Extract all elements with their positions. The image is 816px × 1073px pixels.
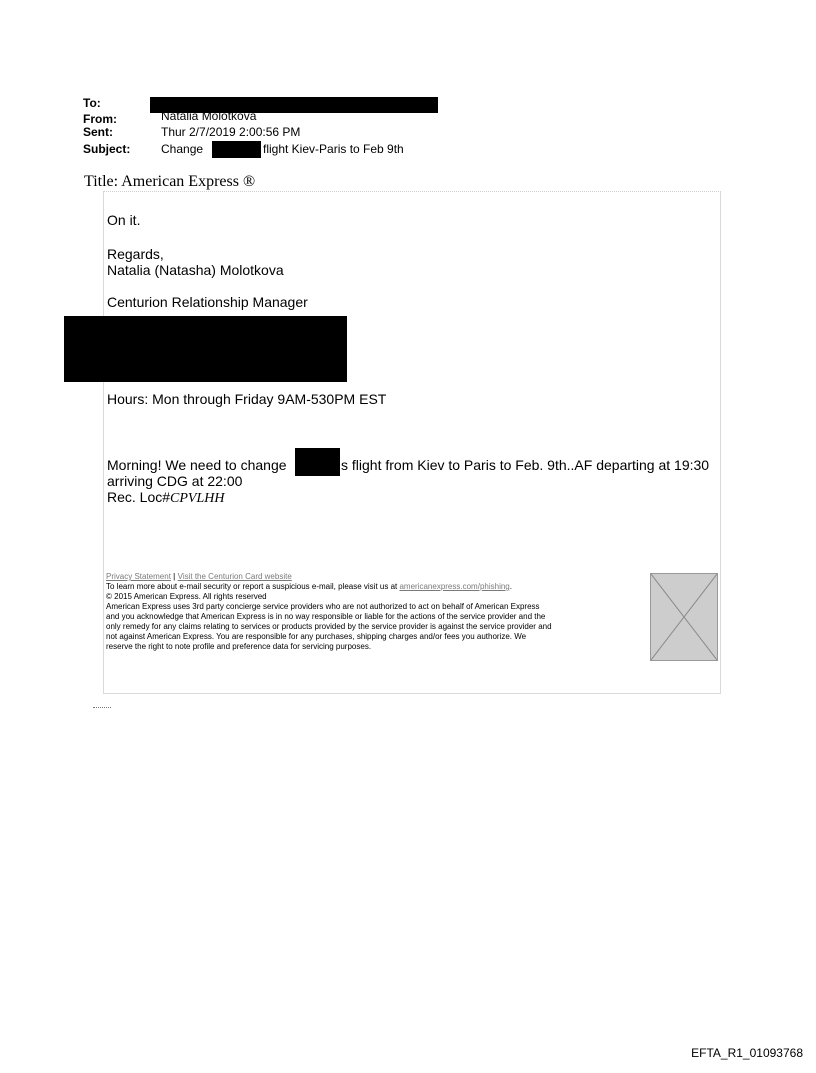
from-label: From: — [83, 112, 117, 126]
rec-loc-label: Rec. Loc# — [107, 489, 171, 505]
from-value: Natalia Molotkova — [161, 109, 257, 123]
centurion-website-link[interactable]: Visit the Centurion Card website — [177, 572, 292, 581]
request-end: s flight from Kiev to Paris to Feb. 9th..AF departing at 19:30 — [341, 457, 710, 473]
disclaimer-line-1: American Express uses 3rd party concierge service providers who are not authorized to act on behalf of American Express — [106, 602, 540, 611]
redaction-signature — [64, 316, 347, 382]
rec-loc — [107, 489, 225, 507]
broken-image-icon — [650, 573, 718, 661]
footer-security: To learn more about e-mail security or report a suspicious e-mail, please visit us at americanexpress.com/phishing. — [106, 582, 512, 591]
hours-text: Hours: Mon through Friday 9AM-530PM EST — [107, 391, 387, 407]
document-title: Title: American Express ® — [84, 173, 256, 190]
disclaimer-line-2: and you acknowledge that American Express is in no way responsible or liable for the actions of the service provider and the — [106, 612, 546, 621]
rec-loc-value: CPVLHH — [170, 491, 225, 506]
request-line2: arriving CDG at 22:00 — [107, 473, 243, 489]
redaction-subject — [212, 141, 261, 158]
dotted-divider — [93, 707, 111, 709]
disclaimer-line-5: reserve the right to note profile and preference data for servicing purposes. — [106, 642, 372, 651]
phishing-link[interactable]: americanexpress.com/phishing — [399, 582, 510, 591]
disclaimer-line-4: not against American Express. You are responsible for any purchases, shipping charges and/or fees you authorize. We — [106, 632, 527, 641]
reply-text: On it. — [107, 212, 141, 228]
privacy-statement-link[interactable]: Privacy Statement — [106, 572, 171, 581]
subject-prefix: Change — [161, 142, 204, 156]
footer-copyright: © 2015 American Express. All rights reserved — [106, 592, 267, 601]
footer-links — [106, 572, 292, 581]
bates-number: EFTA_R1_01093768 — [691, 1046, 803, 1060]
regards-text: Regards, — [107, 246, 164, 262]
sent-label: Sent: — [83, 125, 113, 139]
to-label: To: — [83, 96, 101, 110]
security-text: To learn more about e-mail security or report a suspicious e-mail, please visit us at — [106, 582, 398, 591]
subject-label: Subject: — [83, 142, 131, 156]
subject-suffix: flight Kiev-Paris to Feb 9th — [263, 142, 404, 156]
signature-name: Natalia (Natasha) Molotkova — [107, 262, 284, 278]
redaction-name — [295, 448, 340, 476]
disclaimer-line-3: only remedy for any claims relating to services or products provided by the service provider is against the service provider and — [106, 622, 552, 631]
footer-separator: | — [173, 572, 176, 581]
sent-value: Thur 2/7/2019 2:00:56 PM — [161, 125, 301, 139]
request-start: Morning! We need to change — [107, 457, 287, 473]
signature-role: Centurion Relationship Manager — [107, 294, 308, 310]
